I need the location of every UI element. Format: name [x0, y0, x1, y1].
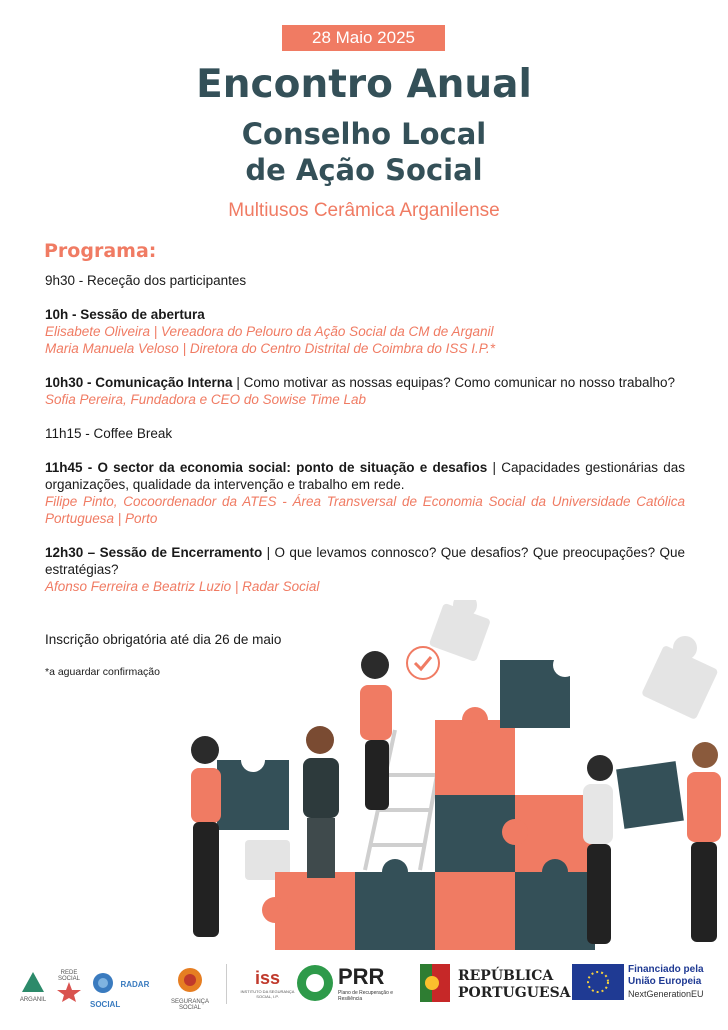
subtitle-line-2: de Ação Social [245, 153, 483, 187]
program-item [45, 544, 685, 595]
person-left [191, 736, 221, 937]
logo-seguranca-social: SEGURANÇA SOCIAL [165, 966, 215, 1011]
person-middle-left [303, 726, 339, 878]
program-item [45, 306, 685, 357]
program-list [45, 272, 685, 612]
subtitle-line-1: Conselho Local [241, 117, 487, 151]
item-speaker: Filipe Pinto, Cocoordenador da ATES - Área Transversal de Economia Social da Universidade Católica Portuguesa | Porto [45, 494, 685, 526]
footnote: *a aguardar confirmação [45, 666, 160, 678]
logo-iss: iss INSTITUTO DA SEGURANÇA SOCIAL, I.P. [240, 968, 295, 999]
puzzle-illustration [165, 600, 728, 955]
person-climbing [360, 651, 392, 810]
item-speaker: Maria Manuela Veloso | Diretora do Centro Distrital de Coimbra do ISS I.P.* [45, 341, 495, 356]
item-title: 10h30 - Comunicação Interna [45, 375, 233, 390]
logo-rede-social: REDE SOCIAL [52, 970, 86, 1007]
logo-radar-social: RADAR SOCIAL [90, 972, 152, 1012]
program-item [45, 272, 685, 289]
registration-note: Inscrição obrigatória até dia 26 de maio [45, 632, 282, 647]
arganil-icon [22, 972, 44, 992]
star-icon [57, 982, 81, 1002]
program-item [45, 459, 685, 527]
sponsor-logos: ARGANIL REDE SOCIAL RADAR SOCIAL SEGURANÇA SOCIAL iss INSTITUTO DA SEGURANÇA SOCIAL, I.P. PRR Plano de Recuperação e Resiliência REPÚBLICA PORTUGUESA Financiado pela União Europeia NextGenerationEU [19, 964, 704, 1011]
item-speaker: Elisabete Oliveira | Vereadora do Pelouro da Ação Social da CM de Arganil [45, 324, 494, 339]
logo-arganil: ARGANIL [18, 972, 48, 1003]
item-text: 9h30 - Receção dos participantes [45, 273, 247, 288]
item-text: 11h15 - Coffee Break [45, 426, 173, 441]
program-heading: Programa: [44, 240, 157, 262]
person-right-pushing [583, 755, 613, 944]
eu-flag-icon [572, 964, 624, 1000]
venue: Multiusos Cerâmica Arganilense [228, 200, 500, 221]
prr-icon [296, 964, 334, 1002]
seguranca-social-icon [172, 966, 208, 994]
item-speaker: Afonso Ferreira e Beatriz Luzio | Radar Social [45, 579, 320, 594]
item-title: 11h45 - O sector da economia social: ponto de situação e desafios [45, 460, 488, 475]
radar-icon [90, 972, 116, 994]
program-item [45, 374, 685, 408]
item-title: 12h30 – Sessão de Encerramento [45, 545, 263, 560]
item-desc: | O que levamos connosco? Que desafios? Que preocupações? Que estratégias? [45, 545, 686, 577]
item-desc: | Capacidades gestionárias das organizações, qualidade da intervenção e trabalho em rede. [45, 460, 686, 492]
event-subtitle [0, 116, 728, 188]
program-item [45, 425, 685, 442]
item-speaker: Sofia Pereira, Fundadora e CEO do Sowise Time Lab [45, 392, 367, 407]
portugal-flag-icon [420, 964, 450, 1002]
divider [226, 964, 227, 1004]
person-right-carrying [687, 742, 721, 942]
date-badge: 28 Maio 2025 [282, 25, 445, 51]
event-title: Encontro Anual [196, 62, 532, 107]
item-desc: | Como motivar as nossas equipas? Como comunicar no nosso trabalho? [232, 375, 676, 390]
item-title: 10h - Sessão de abertura [45, 307, 205, 322]
